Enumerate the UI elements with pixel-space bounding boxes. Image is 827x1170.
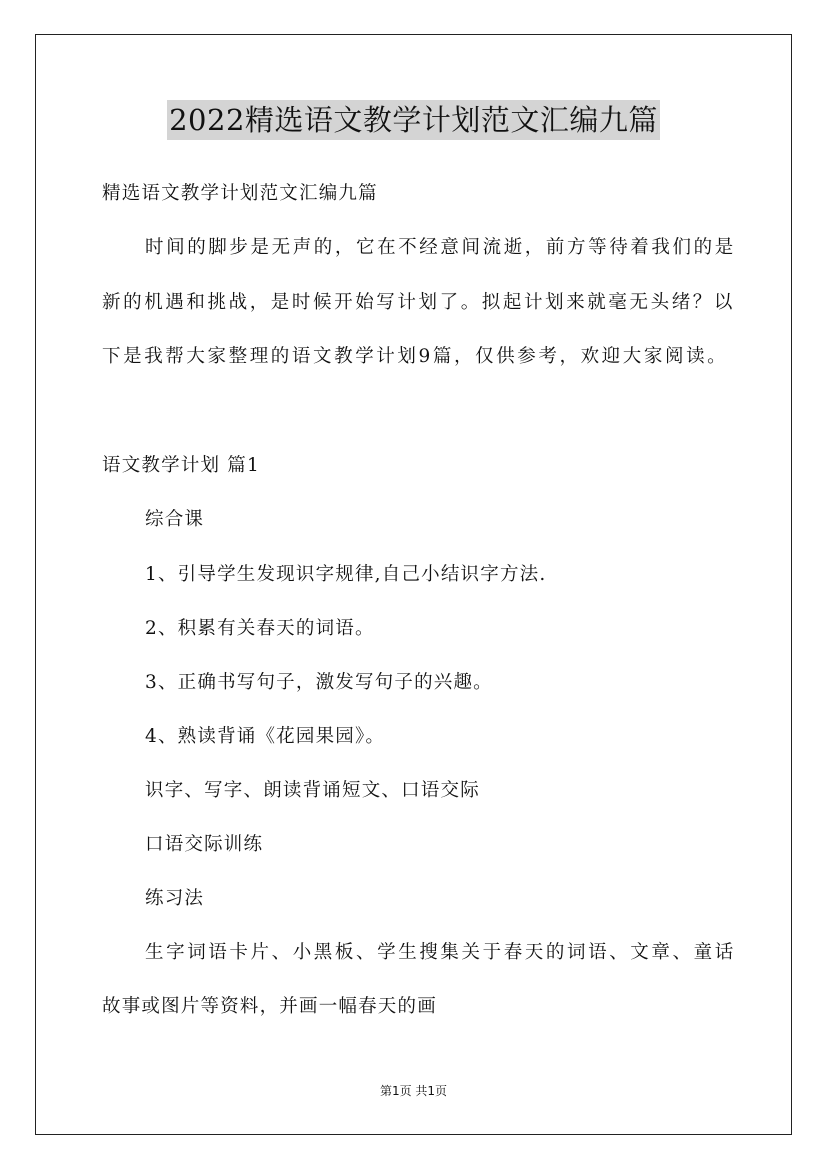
document-subtitle: 精选语文教学计划范文汇编九篇: [102, 183, 378, 204]
materials-line-1: 生字词语卡片、小黑板、学生搜集关于春天的词语、文章、童话: [145, 942, 736, 963]
intro-line-3: 下是我帮大家整理的语文教学计划9篇，仅供参考，欢迎大家阅读。: [102, 346, 729, 367]
title-container: [0, 100, 827, 140]
section-line-4: 3、正确书写句子，激发写句子的兴趣。: [145, 672, 493, 693]
section-heading: 语文教学计划 篇1: [102, 455, 260, 476]
section-line-5: 4、熟读背诵《花园果园》。: [145, 726, 386, 747]
section-line-1: 综合课: [145, 509, 205, 530]
document-title: 2022精选语文教学计划范文汇编九篇: [167, 100, 660, 140]
section-line-3: 2、积累有关春天的词语。: [145, 618, 375, 639]
intro-line-2: 新的机遇和挑战，是时候开始写计划了。拟起计划来就毫无头绪？以: [102, 292, 736, 313]
materials-line-2: 故事或图片等资料，并画一幅春天的画: [102, 996, 437, 1017]
section-line-7: 口语交际训练: [145, 834, 264, 855]
page-footer: 第1页 共1页: [379, 1084, 448, 1098]
section-line-6: 识字、写字、朗读背诵短文、口语交际: [145, 780, 480, 801]
intro-line-1: 时间的脚步是无声的，它在不经意间流逝，前方等待着我们的是: [145, 237, 736, 258]
section-line-8: 练习法: [145, 888, 205, 909]
section-line-2: 1、引导学生发现识字规律,自己小结识字方法.: [145, 564, 547, 585]
